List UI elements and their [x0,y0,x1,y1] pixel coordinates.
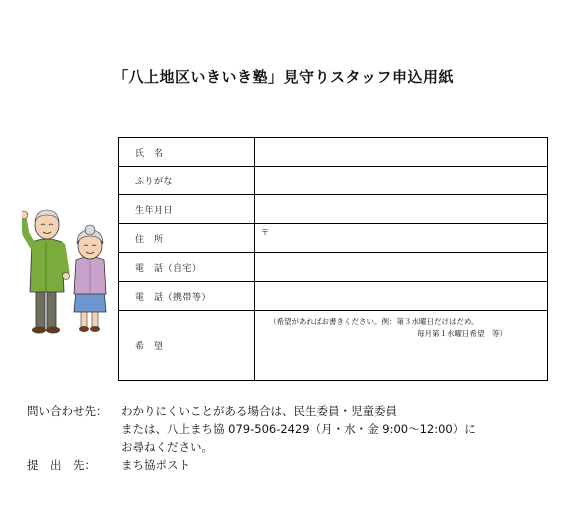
postal-mark: 〒 [261,228,269,237]
form-row-address [119,224,548,253]
mobile-phone-label: 電 話（携帯等） [119,282,255,311]
elderly-woman-figure [74,225,106,332]
birthdate-label: 生年月日 [119,195,255,224]
submit-row [27,456,476,474]
address-field[interactable] [255,224,548,253]
form-row-wish [119,311,548,381]
furigana-label: ふりがな [119,167,255,195]
footer-info [27,402,476,474]
contact-label: 問い合わせ先： [27,404,108,418]
submit-value: まち協ポスト [121,458,190,472]
furigana-field[interactable] [255,167,548,195]
address-label: 住 所 [119,224,255,253]
contact-line-2: または、八上まち協 079-506-2429（月・水・金 9:00～12:00）に [121,422,476,436]
mobile-phone-field[interactable] [255,282,548,311]
form-row-furigana [119,167,548,195]
application-form-table [118,137,548,381]
contact-line-3: お尋ねください。 [121,440,213,454]
form-row-name [119,138,548,167]
wish-note-line-1: （希望があればお書きください。例：第３水曜日だけはだめ。 [269,317,479,326]
form-row-home-phone [119,253,548,282]
birthdate-field[interactable] [255,195,548,224]
elderly-man-figure [22,210,70,334]
home-phone-field[interactable] [255,253,548,282]
home-phone-label: 電 話（自宅） [119,253,255,282]
wish-note [269,316,507,340]
name-field[interactable] [255,138,548,167]
form-title: 「八上地区いきいき塾」見守りスタッフ申込用紙 [112,68,454,86]
elderly-couple-illustration [22,206,116,338]
form-row-birthdate [119,195,548,224]
contact-line-1: わかりにくいことがある場合は、民生委員・児童委員 [121,404,397,418]
form-row-mobile-phone [119,282,548,311]
name-label: 氏 名 [119,138,255,167]
contact-row [27,402,476,420]
submit-label: 提 出 先： [27,458,96,472]
wish-field[interactable] [255,311,548,381]
wish-label: 希 望 [119,311,255,381]
wish-note-line-2: 毎月第１水曜日希望 等） [417,329,507,338]
